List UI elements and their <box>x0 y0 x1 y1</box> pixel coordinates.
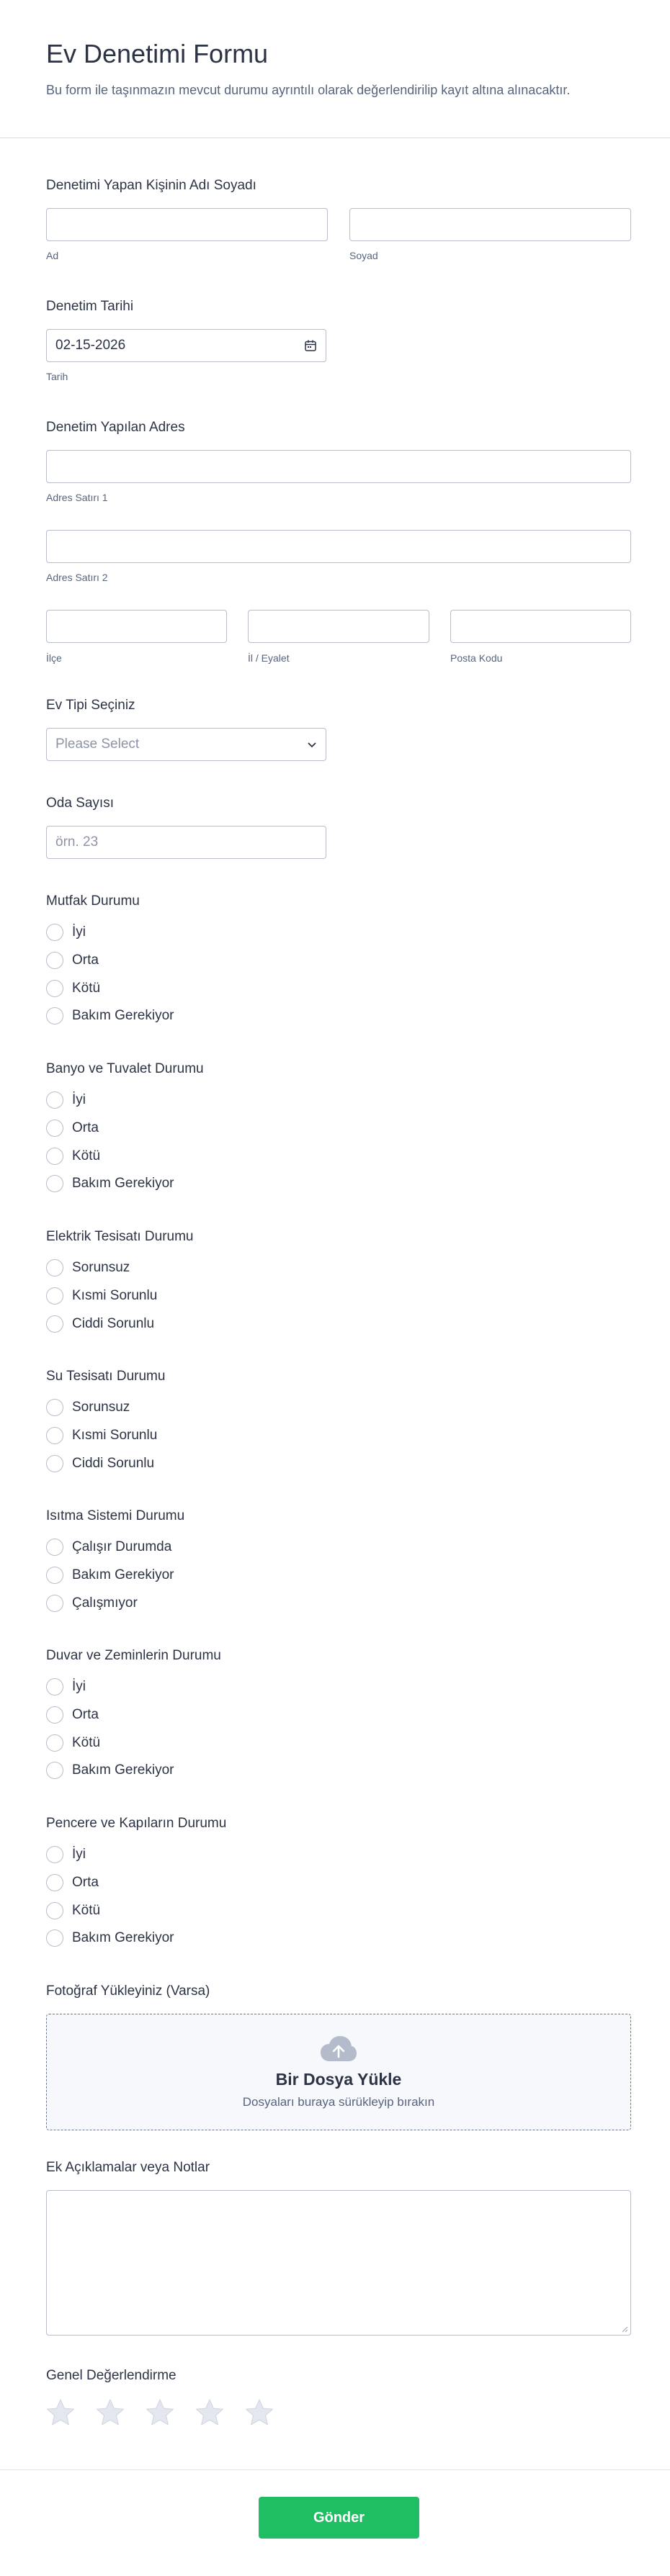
radio-label: İyi <box>72 924 86 940</box>
radio-label: Bakım Gerekiyor <box>72 1762 174 1778</box>
electric-field <box>46 1229 631 1331</box>
chevron-down-icon <box>307 739 317 749</box>
radio-button[interactable] <box>46 1427 63 1444</box>
star-rating <box>46 2398 295 2427</box>
star-icon[interactable] <box>46 2398 75 2427</box>
radio-label: Kötü <box>72 1735 101 1750</box>
radio-label: Bakım Gerekiyor <box>72 1567 174 1582</box>
radio-label: Orta <box>72 1707 99 1722</box>
radio-label: Bakım Gerekiyor <box>72 1008 174 1023</box>
address-line2-sublabel: Adres Satırı 2 <box>46 572 108 583</box>
cloud-upload-icon <box>320 2035 357 2063</box>
upload-title: Bir Dosya Yükle <box>275 2069 402 2089</box>
electric-option[interactable] <box>46 1258 130 1277</box>
radio-button[interactable] <box>46 1455 63 1472</box>
star-icon[interactable] <box>96 2398 125 2427</box>
walls-option[interactable] <box>46 1734 100 1752</box>
address-line1-sublabel: Adres Satırı 1 <box>46 492 108 503</box>
walls-label: Duvar ve Zeminlerin Durumu <box>46 1648 221 1663</box>
district-sublabel: İlçe <box>46 652 62 664</box>
file-upload-dropzone[interactable] <box>46 2014 631 2130</box>
house-type-label: Ev Tipi Seçiniz <box>46 698 135 713</box>
rating-field <box>46 2368 631 2384</box>
radio-button[interactable] <box>46 1595 63 1612</box>
star-icon[interactable] <box>195 2398 224 2427</box>
inspector-name-field <box>46 178 631 261</box>
radio-label: İyi <box>72 1092 86 1107</box>
radio-label: Çalışır Durumda <box>72 1539 172 1554</box>
plumbing-label: Su Tesisatı Durumu <box>46 1369 166 1384</box>
radio-button[interactable] <box>46 1315 63 1333</box>
kitchen-option[interactable] <box>46 1006 174 1025</box>
bathroom-option[interactable] <box>46 1174 174 1193</box>
date-input[interactable] <box>46 329 326 362</box>
form-description: Bu form ile taşınmazın mevcut durumu ayrıntılı olarak değerlendirilip kayıt altına alınacaktır. <box>46 83 571 97</box>
radio-button[interactable] <box>46 980 63 997</box>
room-count-field <box>46 796 631 850</box>
radio-button[interactable] <box>46 1762 63 1779</box>
radio-button[interactable] <box>46 1120 63 1137</box>
date-value: 02-15-2026 <box>55 338 126 353</box>
heating-label: Isıtma Sistemi Durumu <box>46 1508 185 1523</box>
radio-button[interactable] <box>46 1678 63 1695</box>
inspector-name-label: Denetimi Yapan Kişinin Adı Soyadı <box>46 178 256 193</box>
radio-label: Orta <box>72 1875 99 1890</box>
radio-button[interactable] <box>46 924 63 941</box>
room-count-input[interactable] <box>46 826 326 859</box>
notes-textarea[interactable] <box>46 2190 631 2336</box>
district-input[interactable] <box>46 610 227 643</box>
province-input[interactable] <box>248 610 429 643</box>
radio-button[interactable] <box>46 1399 63 1416</box>
kitchen-option[interactable] <box>46 979 100 998</box>
date-sublabel: Tarih <box>46 371 68 382</box>
upload-subtitle: Dosyaları buraya sürükleyip bırakın <box>242 2094 435 2109</box>
bathroom-option[interactable] <box>46 1119 99 1138</box>
notes-label: Ek Açıklamalar veya Notlar <box>46 2160 210 2175</box>
kitchen-option[interactable] <box>46 951 99 970</box>
radio-button[interactable] <box>46 1846 63 1863</box>
first-name-sublabel: Ad <box>46 250 59 261</box>
walls-field <box>46 1648 631 1778</box>
electric-option[interactable] <box>46 1315 154 1333</box>
radio-button[interactable] <box>46 1287 63 1305</box>
electric-label: Elektrik Tesisatı Durumu <box>46 1229 194 1244</box>
postal-code-input[interactable] <box>450 610 631 643</box>
radio-button[interactable] <box>46 1902 63 1919</box>
house-type-select[interactable] <box>46 728 326 761</box>
walls-option[interactable] <box>46 1706 99 1724</box>
room-count-label: Oda Sayısı <box>46 796 114 811</box>
house-type-field <box>46 698 631 752</box>
plumbing-field <box>46 1369 631 1471</box>
radio-label: Kısmi Sorunlu <box>72 1428 158 1443</box>
address-label: Denetim Yapılan Adres <box>46 420 185 435</box>
photo-upload-field <box>46 1983 631 2109</box>
address-field <box>46 420 631 664</box>
first-name-input[interactable] <box>46 208 328 241</box>
radio-label: Ciddi Sorunlu <box>72 1316 155 1331</box>
radio-button[interactable] <box>46 1734 63 1752</box>
radio-label: Kötü <box>72 981 101 996</box>
electric-option[interactable] <box>46 1287 157 1305</box>
province-sublabel: İl / Eyalet <box>248 652 290 664</box>
form-header <box>0 0 670 138</box>
windows-label: Pencere ve Kapıların Durumu <box>46 1816 227 1831</box>
radio-label: Çalışmıyor <box>72 1595 138 1611</box>
room-count-placeholder: örn. 23 <box>55 834 99 850</box>
radio-label: Kötü <box>72 1903 101 1918</box>
radio-button[interactable] <box>46 1175 63 1192</box>
address-line2-input[interactable] <box>46 530 631 563</box>
radio-label: Sorunsuz <box>72 1400 130 1415</box>
windows-option[interactable] <box>46 1845 86 1864</box>
postal-code-sublabel: Posta Kodu <box>450 652 503 664</box>
windows-option[interactable] <box>46 1929 174 1947</box>
kitchen-label: Mutfak Durumu <box>46 893 140 909</box>
windows-option[interactable] <box>46 1901 100 1920</box>
bathroom-label: Banyo ve Tuvalet Durumu <box>46 1061 204 1076</box>
submit-button[interactable]: Gönder <box>259 2497 419 2539</box>
star-icon[interactable] <box>245 2398 274 2427</box>
radio-label: İyi <box>72 1679 86 1694</box>
plumbing-option[interactable] <box>46 1426 157 1445</box>
heating-option[interactable] <box>46 1538 171 1557</box>
calendar-icon[interactable] <box>304 339 317 352</box>
radio-label: Bakım Gerekiyor <box>72 1176 174 1191</box>
kitchen-field <box>46 893 631 1023</box>
photo-upload-label: Fotoğraf Yükleyiniz (Varsa) <box>46 1983 210 1999</box>
radio-label: Orta <box>72 953 99 968</box>
windows-option[interactable] <box>46 1873 99 1892</box>
radio-button[interactable] <box>46 1874 63 1891</box>
plumbing-option[interactable] <box>46 1454 154 1473</box>
radio-button[interactable] <box>46 1706 63 1724</box>
radio-label: Sorunsuz <box>72 1260 130 1275</box>
radio-button[interactable] <box>46 1091 63 1109</box>
heating-option[interactable] <box>46 1566 174 1585</box>
radio-label: Orta <box>72 1120 99 1135</box>
radio-button[interactable] <box>46 1148 63 1165</box>
radio-button[interactable] <box>46 1929 63 1947</box>
form-title: Ev Denetimi Formu <box>46 39 269 68</box>
house-type-placeholder: Please Select <box>55 737 140 752</box>
address-line1-input[interactable] <box>46 450 631 483</box>
walls-option[interactable] <box>46 1761 174 1780</box>
windows-field <box>46 1816 631 1945</box>
heating-option[interactable] <box>46 1594 138 1613</box>
resize-handle-icon[interactable] <box>621 2325 628 2333</box>
radio-button[interactable] <box>46 1567 63 1584</box>
heating-field <box>46 1508 631 1611</box>
radio-button[interactable] <box>46 1539 63 1556</box>
radio-label: İyi <box>72 1847 86 1862</box>
radio-label: Kötü <box>72 1148 101 1163</box>
kitchen-option[interactable] <box>46 923 86 942</box>
walls-option[interactable] <box>46 1677 86 1696</box>
plumbing-option[interactable] <box>46 1398 130 1417</box>
radio-button[interactable] <box>46 1007 63 1024</box>
last-name-sublabel: Soyad <box>349 250 378 261</box>
radio-label: Kısmi Sorunlu <box>72 1288 158 1303</box>
notes-field <box>46 2160 631 2176</box>
radio-label: Ciddi Sorunlu <box>72 1456 155 1471</box>
radio-button[interactable] <box>46 1259 63 1276</box>
radio-label: Bakım Gerekiyor <box>72 1930 174 1945</box>
inspection-date-field <box>46 299 631 382</box>
form-footer <box>0 2469 670 2576</box>
star-icon[interactable] <box>146 2398 174 2427</box>
rating-label: Genel Değerlendirme <box>46 2368 177 2383</box>
bathroom-option[interactable] <box>46 1147 100 1166</box>
inspection-date-label: Denetim Tarihi <box>46 299 134 314</box>
last-name-input[interactable] <box>349 208 631 241</box>
bathroom-field <box>46 1061 631 1191</box>
radio-button[interactable] <box>46 952 63 969</box>
bathroom-option[interactable] <box>46 1091 86 1109</box>
